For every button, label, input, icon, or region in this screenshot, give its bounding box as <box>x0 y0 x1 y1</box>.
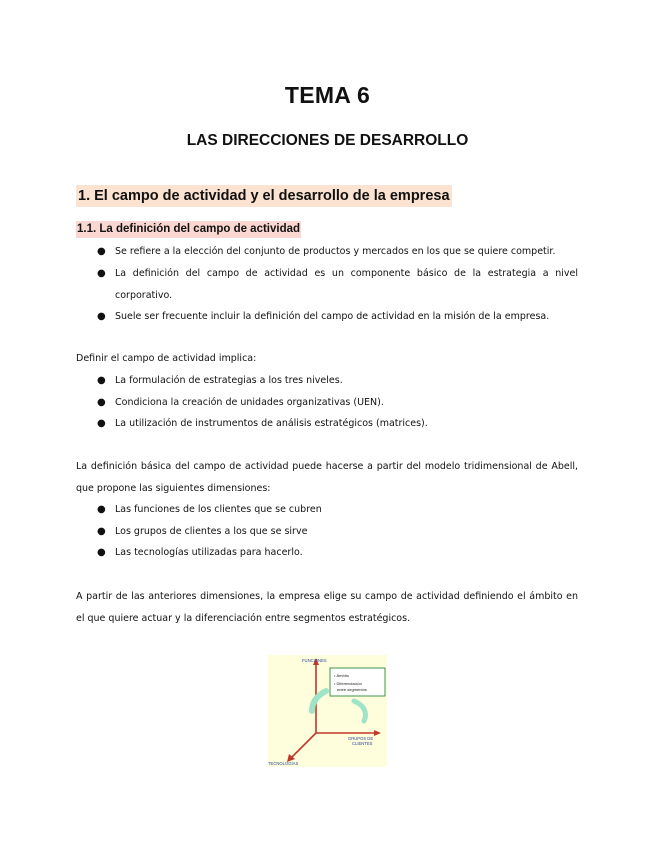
subsection-heading: 1.1. La definición del campo de actividad <box>76 221 301 238</box>
scope-arrow <box>312 691 326 711</box>
paragraph: que propone las siguientes dimensiones: <box>76 483 271 494</box>
abell-diagram <box>268 655 387 767</box>
paragraph: La definición básica del campo de actividad puede hacerse a partir del modelo tridimensional de Abell, <box>76 461 578 472</box>
legend-item: • Diferenciación <box>334 681 362 686</box>
bullet-icon: ● <box>97 547 106 558</box>
axis-label-functions: FUNCIONES <box>302 658 327 663</box>
axis-label-client-groups: GRUPOS DE <box>348 736 374 741</box>
bullet-icon: ● <box>97 311 106 322</box>
bullet-icon: ● <box>97 504 106 515</box>
page-subtitle: LAS DIRECCIONES DE DESARROLLO <box>186 132 469 149</box>
list-item: Las tecnologías utilizadas para hacerlo. <box>115 547 303 558</box>
page-title: TEMA 6 <box>284 82 371 108</box>
technologies-axis <box>290 733 316 759</box>
bullet-icon: ● <box>97 397 106 408</box>
list-item: La definición del campo de actividad es un componente básico de la estrategia a nivel <box>115 268 578 279</box>
abell-model-figure <box>268 655 387 767</box>
legend-item: entre segmentos <box>337 687 367 692</box>
list-item: La utilización de instrumentos de análisis estratégicos (matrices). <box>115 418 428 429</box>
axis-label-client-groups: CLIENTES <box>352 741 373 746</box>
axis-arrowhead <box>374 730 381 736</box>
list-item: Condiciona la creación de unidades organizativas (UEN). <box>115 397 384 408</box>
list-item: Suele ser frecuente incluir la definición del campo de actividad en la misión de la empresa. <box>115 311 550 322</box>
list-item: Los grupos de clientes a los que se sirve <box>115 526 308 537</box>
list-item-continuation: corporativo. <box>115 290 173 301</box>
bullet-icon: ● <box>97 246 106 257</box>
list-item: Se refiere a la elección del conjunto de productos y mercados en los que se quiere competir. <box>115 246 556 257</box>
list-item: La formulación de estrategias a los tres niveles. <box>115 375 343 386</box>
axis-label-technologies: TECNOLOGÍAS <box>268 761 299 766</box>
legend-item: • Ámbito <box>334 673 349 678</box>
differentiation-arrow <box>354 701 366 721</box>
paragraph: A partir de las anteriores dimensiones, la empresa elige su campo de actividad definiendo el ámbito en <box>76 591 578 602</box>
bullet-icon: ● <box>97 526 106 537</box>
bullet-icon: ● <box>97 268 106 279</box>
list-item: Las funciones de los clientes que se cubren <box>115 504 322 515</box>
bullet-icon: ● <box>97 375 106 386</box>
paragraph: Definir el campo de actividad implica: <box>76 353 257 364</box>
paragraph: el que quiere actuar y la diferenciación entre segmentos estratégicos. <box>76 613 411 624</box>
bullet-icon: ● <box>97 418 106 429</box>
section-heading: 1. El campo de actividad y el desarrollo de la empresa <box>76 185 452 207</box>
